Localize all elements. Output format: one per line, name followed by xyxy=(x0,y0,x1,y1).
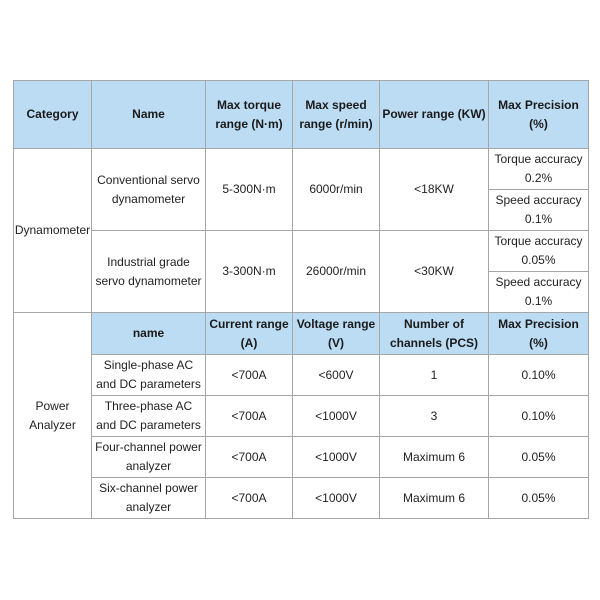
name-header: Name xyxy=(92,81,206,149)
speed-accuracy-value: Speed accuracy 0.1% xyxy=(489,190,589,231)
power-analyzer-header-row xyxy=(14,313,589,355)
current-range-header: Current range (A) xyxy=(206,313,293,355)
voltage-range-value: <600V xyxy=(293,355,380,396)
max-torque-range-header: Max torque range (N·m) xyxy=(206,81,293,149)
table-row xyxy=(14,478,589,519)
power-range-value: <18KW xyxy=(380,149,489,231)
torque-range-value: 3-300N·m xyxy=(206,231,293,313)
channels-header: Number of channels (PCS) xyxy=(380,313,489,355)
analyzer-name-header: name xyxy=(92,313,206,355)
analyzer-precision-header: Max Precision (%) xyxy=(489,313,589,355)
speed-range-value: 26000r/min xyxy=(293,231,380,313)
table-row xyxy=(14,355,589,396)
max-precision-header: Max Precision (%) xyxy=(489,81,589,149)
max-speed-range-header: Max speed range (r/min) xyxy=(293,81,380,149)
current-range-value: <700A xyxy=(206,478,293,519)
precision-value: 0.10% xyxy=(489,396,589,437)
torque-accuracy-value: Torque accuracy 0.05% xyxy=(489,231,589,272)
analyzer-name: Four-channel power analyzer xyxy=(92,437,206,478)
current-range-value: <700A xyxy=(206,437,293,478)
channels-value: Maximum 6 xyxy=(380,478,489,519)
current-range-value: <700A xyxy=(206,396,293,437)
product-name: Conventional servo dynamometer xyxy=(92,149,206,231)
voltage-range-header: Voltage range (V) xyxy=(293,313,380,355)
table-row xyxy=(14,437,589,478)
product-name: Industrial grade servo dynamometer xyxy=(92,231,206,313)
table-row xyxy=(14,396,589,437)
precision-value: 0.10% xyxy=(489,355,589,396)
category-header: Category xyxy=(14,81,92,149)
speed-range-value: 6000r/min xyxy=(293,149,380,231)
power-range-header: Power range (KW) xyxy=(380,81,489,149)
channels-value: 3 xyxy=(380,396,489,437)
analyzer-name: Single-phase AC and DC parameters xyxy=(92,355,206,396)
voltage-range-value: <1000V xyxy=(293,478,380,519)
speed-accuracy-value: Speed accuracy 0.1% xyxy=(489,272,589,313)
power-range-value: <30KW xyxy=(380,231,489,313)
table-row xyxy=(14,231,589,272)
spec-table xyxy=(13,80,589,519)
analyzer-name: Six-channel power analyzer xyxy=(92,478,206,519)
precision-value: 0.05% xyxy=(489,478,589,519)
table-row xyxy=(14,149,589,190)
channels-value: Maximum 6 xyxy=(380,437,489,478)
torque-accuracy-value: Torque accuracy 0.2% xyxy=(489,149,589,190)
analyzer-name: Three-phase AC and DC parameters xyxy=(92,396,206,437)
category-power-analyzer: Power Analyzer xyxy=(14,313,92,519)
dynamometer-header-row xyxy=(14,81,589,149)
category-dynamometer: Dynamometer xyxy=(14,149,92,313)
voltage-range-value: <1000V xyxy=(293,437,380,478)
channels-value: 1 xyxy=(380,355,489,396)
precision-value: 0.05% xyxy=(489,437,589,478)
current-range-value: <700A xyxy=(206,355,293,396)
voltage-range-value: <1000V xyxy=(293,396,380,437)
torque-range-value: 5-300N·m xyxy=(206,149,293,231)
